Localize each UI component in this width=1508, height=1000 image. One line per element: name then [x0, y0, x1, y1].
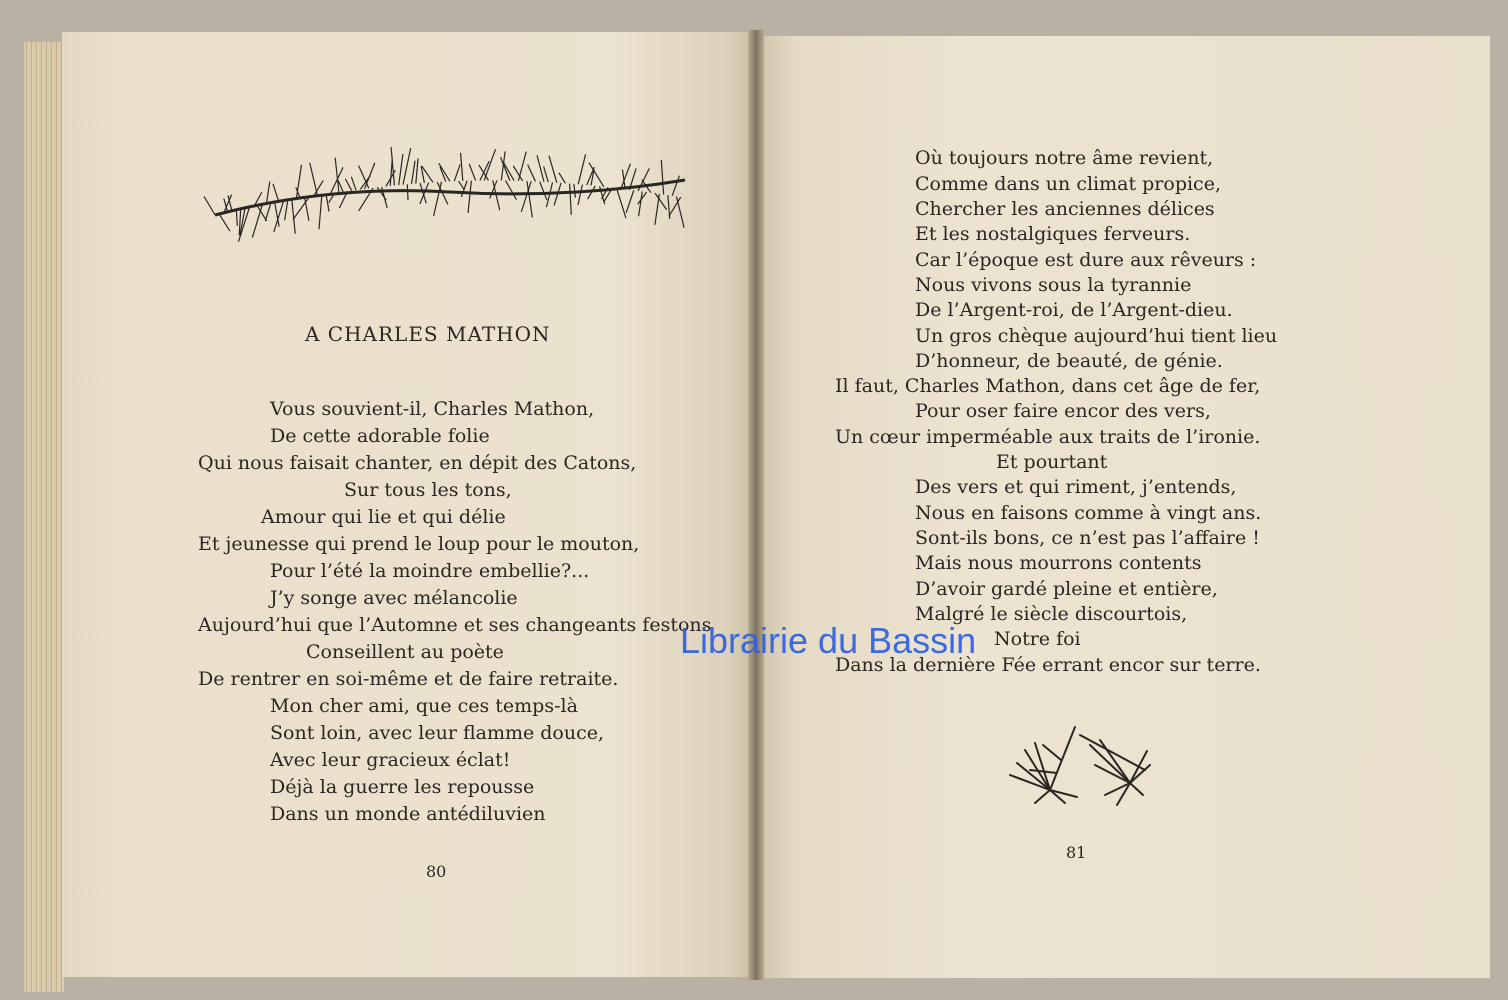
- poem-line: Qui nous faisait chanter, en dépit des Catons,: [198, 452, 637, 474]
- poem-line: Conseillent au poète: [306, 641, 504, 663]
- poem-line: Nous en faisons comme à vingt ans.: [915, 502, 1262, 524]
- poem-line: Pour l’été la moindre embellie?...: [270, 560, 590, 582]
- page-number-left: 80: [426, 862, 447, 881]
- poem-line: Pour oser faire encor des vers,: [915, 400, 1211, 422]
- poem-line: Et pourtant: [996, 451, 1108, 473]
- poem-line: De rentrer en soi-même et de faire retraite.: [198, 668, 619, 690]
- pine-sprigs-ornament: [1005, 715, 1155, 810]
- poem-line: Sont loin, avec leur flamme douce,: [270, 722, 605, 744]
- poem-line: D’avoir gardé pleine et entière,: [915, 578, 1218, 600]
- poem-line: D’honneur, de beauté, de génie.: [915, 350, 1223, 372]
- page-edges: [24, 42, 64, 992]
- pine-branch-ornament: [210, 140, 690, 240]
- poem-line: Mais nous mourrons contents: [915, 552, 1202, 574]
- poem-line: Où toujours notre âme revient,: [915, 147, 1214, 169]
- poem-line: Sur tous les tons,: [344, 479, 512, 501]
- poem-line: Dans la dernière Fée errant encor sur terre.: [835, 654, 1261, 676]
- poem-line: Et jeunesse qui prend le loup pour le mouton,: [198, 533, 640, 555]
- poem-line: Il faut, Charles Mathon, dans cet âge de fer,: [835, 375, 1261, 397]
- poem-line: Comme dans un climat propice,: [915, 173, 1221, 195]
- poem-line: Déjà la guerre les repousse: [270, 776, 535, 798]
- poem-line: Aujourd’hui que l’Automne et ses changeants festons: [198, 614, 712, 636]
- poem-line: De cette adorable folie: [270, 425, 490, 447]
- poem-line: Un cœur imperméable aux traits de l’ironie.: [835, 426, 1261, 448]
- poem-line: Car l’époque est dure aux rêveurs :: [915, 249, 1257, 271]
- watermark: Librairie du Bassin: [680, 620, 977, 661]
- poem-line: Notre foi: [994, 628, 1081, 650]
- poem-line: Dans un monde antédiluvien: [270, 803, 546, 825]
- poem-line: Avec leur gracieux éclat!: [270, 749, 511, 771]
- poem-line: Mon cher ami, que ces temps-là: [270, 695, 578, 717]
- poem-title: A CHARLES MATHON: [305, 322, 551, 346]
- poem-line: De l’Argent-roi, de l’Argent-dieu.: [915, 299, 1233, 321]
- poem-line: Sont-ils bons, ce n’est pas l’affaire !: [915, 527, 1260, 549]
- poem-line: Malgré le siècle discourtois,: [915, 603, 1188, 625]
- poem-line: Nous vivons sous la tyrannie: [915, 274, 1192, 296]
- poem-line: Un gros chèque aujourd’hui tient lieu: [915, 325, 1278, 347]
- page-number-right: 81: [1066, 843, 1087, 862]
- poem-line: Vous souvient-il, Charles Mathon,: [270, 398, 595, 420]
- poem-line: Chercher les anciennes délices: [915, 198, 1215, 220]
- poem-line: J’y songe avec mélancolie: [270, 587, 518, 609]
- poem-line: Et les nostalgiques ferveurs.: [915, 223, 1191, 245]
- poem-line: Des vers et qui riment, j’entends,: [915, 476, 1237, 498]
- book-gutter: [748, 30, 764, 980]
- poem-line: Amour qui lie et qui délie: [261, 506, 506, 528]
